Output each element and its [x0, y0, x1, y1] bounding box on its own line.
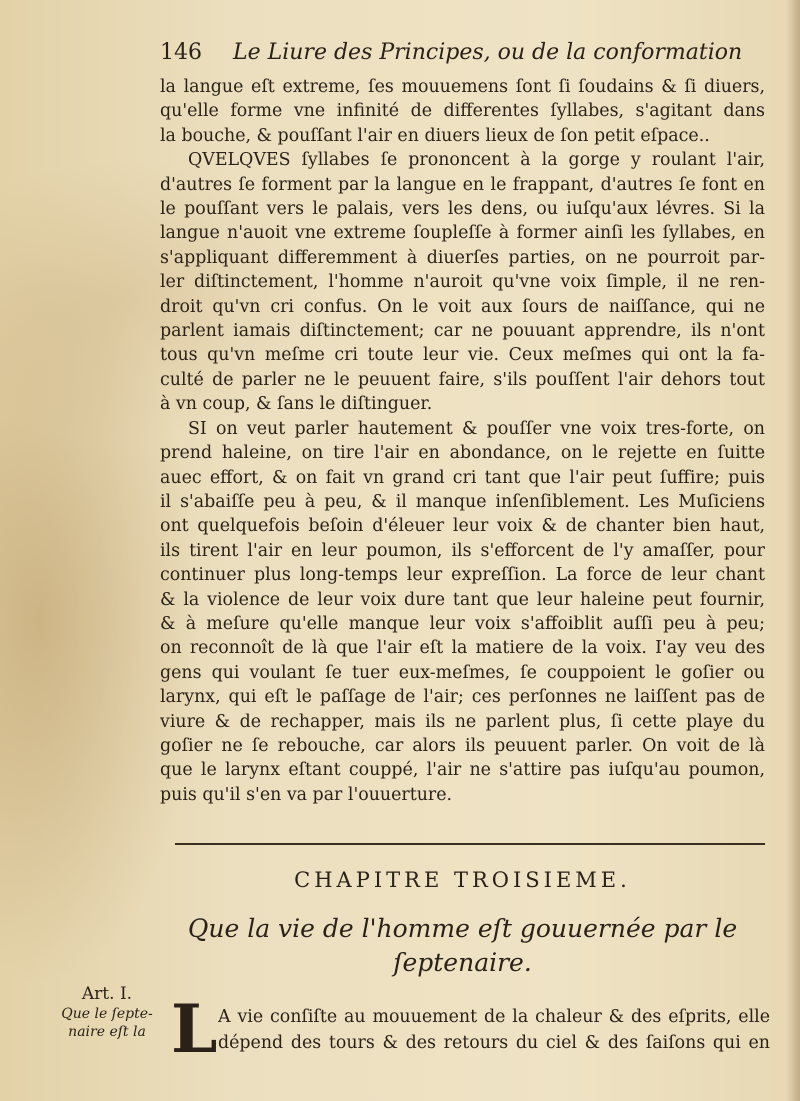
- drop-cap: L: [171, 990, 218, 1068]
- text-line: viure & de rechapper, mais ils ne parlent plus, ſi cette playe du: [160, 711, 765, 732]
- text-line: ler diſtinctement, l'homme n'auroit qu'vne voix ſimple, il ne ren-: [160, 272, 765, 293]
- margin-note-line: Que le ſepte-: [61, 1006, 153, 1022]
- text-line: & à meſure qu'elle manque leur voix s'affoiblit auſſi peu à peu;: [160, 613, 765, 634]
- text-line: langue n'auoit vne extreme ſoupleſſe à former ainſi les ſyllabes, en: [160, 223, 765, 244]
- text-line: que le larynx eſtant couppé, l'air ne s'attire pas iuſqu'au poumon,: [160, 760, 765, 781]
- text-line: SI on veut parler hautement & pouſſer vne voix tres-forte, on: [188, 418, 765, 439]
- text-line: dépend des tours & des retours du ciel & des ſaiſons qui en: [218, 1033, 770, 1053]
- chapter-subtitle-line: Que la vie de l'homme eſt gouuernée par le: [187, 914, 738, 943]
- text-line: culté de parler ne le peuuent faire, s'ils pouſſent l'air dehors tout: [160, 369, 765, 390]
- page-number: 146: [160, 40, 202, 65]
- margin-note-line: naire eſt la: [68, 1024, 146, 1040]
- text-line: d'autres ſe forment par la langue en le frappant, d'autres ſe font en: [160, 174, 765, 195]
- text-line: A vie conſiſte au mouuement de la chaleur & des eſprits, elle: [218, 1007, 770, 1027]
- text-line: tous qu'vn meſme cri toute leur vie. Ceux meſmes qui ont la fa-: [160, 345, 765, 366]
- text-line: à vn coup, & ſans le diſtinguer.: [160, 394, 433, 415]
- chapter-opening-text: [218, 1004, 770, 1056]
- text-line: puis qu'il s'en va par l'ouuerture.: [160, 784, 453, 805]
- text-line: s'appliquant differemment à diuerſes parties, on ne pourroit par-: [160, 247, 765, 268]
- text-line: ils tirent l'air en leur poumon, ils s'efforcent de l'y amaſſer, pour: [160, 540, 765, 561]
- text-line: la langue eſt extreme, ſes mouuemens ſont ſi ſoudains & ſi diuers,: [160, 77, 765, 97]
- chapter-subtitle: [160, 912, 765, 980]
- text-line: qu'elle forme vne infinité de differentes ſyllabes, s'agitant dans: [160, 101, 765, 122]
- text-line: goſier ne ſe rebouche, car alors ils peuuent parler. On voit de là: [160, 735, 765, 756]
- text-line: parlent iamais diſtinctement; car ne pouuant apprendre, ils n'ont: [160, 321, 765, 342]
- text-line: auec effort, & on fait vn grand cri tant que l'air peut ſuffire; puis: [160, 467, 765, 488]
- running-title: Le Liure des Principes, ou de la conformation: [233, 40, 743, 65]
- chapter-divider-rule: [175, 843, 765, 845]
- text-line: il s'abaiſſe peu à peu, & il manque inſenſiblement. Les Muſiciens: [160, 491, 765, 512]
- page-gutter-shadow: [786, 0, 800, 1101]
- text-line: continuer plus long-temps leur expreſſion. La force de leur chant: [160, 565, 765, 586]
- text-line: droit qu'vn cri confus. On le voit aux ſours de naiſſance, qui ne: [160, 296, 765, 317]
- text-line: gens qui voulant ſe tuer eux-meſmes, ſe couppoient le goſier ou: [160, 662, 765, 683]
- margin-article-number: Art. I.: [81, 984, 133, 1004]
- text-line: ont quelquefois beſoin d'éleuer leur voix & de chanter bien haut,: [160, 516, 765, 537]
- text-line: prend haleine, on tire l'air en abondance, on le rejette en ſuitte: [160, 443, 765, 464]
- text-line: on reconnoît de là que l'air eſt la matiere de la voix. I'ay veu des: [160, 638, 765, 659]
- body-text: [160, 75, 765, 807]
- running-header: [160, 40, 780, 70]
- text-line: larynx, qui eſt le paſſage de l'air; ces perſonnes ne laiſſent pas de: [160, 687, 765, 708]
- text-line: le pouſſant vers le palais, vers les dens, ou iuſqu'aux lévres. Si la: [160, 199, 765, 220]
- text-line: & la violence de leur voix dure tant que leur haleine peut fournir,: [160, 589, 765, 610]
- text-line: la bouche, & pouſſant l'air en diuers lieux de ſon petit eſpace..: [160, 125, 710, 146]
- chapter-subtitle-line: ſeptenaire.: [393, 948, 532, 977]
- margin-note: [52, 985, 162, 1041]
- text-line: QVELQVES ſyllabes ſe prononcent à la gorge y roulant l'air,: [188, 150, 765, 171]
- chapter-heading: CHAPITRE TROISIEME.: [294, 868, 631, 892]
